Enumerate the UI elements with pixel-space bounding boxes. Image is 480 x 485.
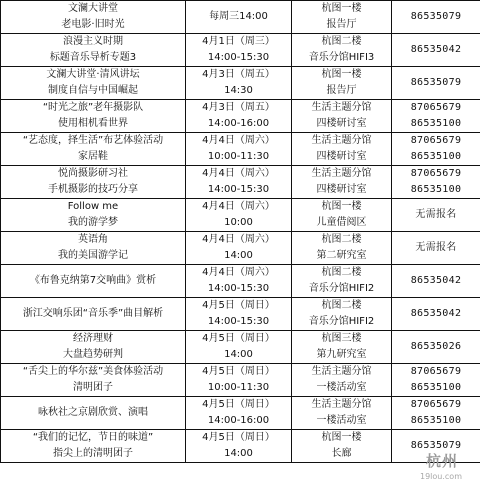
phone-text: 86535042 [410,44,462,55]
time-cell-line: 14:00 [224,250,253,261]
event-cell-line: “时光之旅”老年摄影队 [42,102,144,113]
location-cell [292,397,392,430]
time-cell-line: 4月5日（周日） [202,432,275,443]
phone-cell [392,67,480,100]
table-row [1,1,480,34]
phone-text: 86535079 [410,11,462,22]
table-row [1,232,480,265]
time-cell-line: 10:00-11:30 [207,382,270,393]
time-cell-line: 14:00-15:30 [207,283,270,294]
table-row [1,34,480,67]
event-cell-line: 家居鞋 [78,151,108,162]
location-cell [292,298,392,331]
phone-cell [392,364,480,397]
location-cell [292,232,392,265]
phone-text: 87065679 86535100 [410,135,462,162]
table-row [1,133,480,166]
schedule-body [1,1,480,463]
time-cell-line: 4月5日（周日） [202,333,275,344]
table-row [1,166,480,199]
event-cell-line: 文澜大讲堂 [68,3,118,14]
location-cell-line: 报告厅 [326,19,357,30]
location-cell-line: 生活主题分馆 [311,168,372,179]
location-cell-line: 杭图三楼 [321,333,362,344]
phone-text: 86535079 [410,440,462,451]
time-cell-line: 每周三14:00 [209,11,268,22]
location-cell-line: 杭图一楼 [321,201,362,212]
time-cell [186,298,292,331]
location-cell-line: 儿童借阅区 [316,217,367,228]
time-cell [186,265,292,298]
location-cell-line: 音乐分馆HIFI3 [308,52,375,63]
event-cell-line: 清明团子 [73,382,113,393]
event-cell-line: “舌尖上的华尔兹”美食体验活动 [22,366,164,377]
phone-text: 86535079 [410,77,462,88]
time-cell-line: 14:00-15:30 [207,52,270,63]
time-cell-line: 4月3日（周五） [202,69,275,80]
event-cell [1,331,186,364]
event-cell-line: 浙江交响乐团“音乐季”曲目解析 [22,308,164,319]
time-cell [186,67,292,100]
location-cell-line: 生活主题分馆 [311,102,372,113]
phone-text: 86535042 [410,308,462,319]
event-cell-line: 制度自信与中国崛起 [48,85,138,96]
event-cell-line: 我的游学梦 [68,217,118,228]
location-cell-line: 第二研究室 [316,250,367,261]
time-cell-line: 4月4日（周六） [202,168,275,179]
event-cell-line: 标题音乐导析专题3 [49,52,137,63]
table-row [1,298,480,331]
phone-cell [392,232,480,265]
location-cell [292,1,392,34]
location-cell [292,166,392,199]
event-cell [1,67,186,100]
time-cell-line: 14:00 [224,349,253,360]
time-cell-line: 4月4日（周六） [202,267,275,278]
event-cell-line: “艺态度，择生活”布艺体验活动 [22,135,164,146]
time-cell-line: 10:00 [224,217,253,228]
event-cell-line: 老电影·旧时光 [61,19,125,30]
time-cell-line: 4月3日（周五） [202,102,275,113]
time-cell-line: 4月5日（周日） [202,399,275,410]
location-cell-line: 第九研究室 [316,349,367,360]
event-cell-line: 悦尚摄影研习社 [58,168,128,179]
location-cell-line: 四楼研讨室 [316,118,367,129]
event-cell [1,265,186,298]
location-cell-line: 四楼研讨室 [316,184,367,195]
location-cell-line: 一楼活动室 [316,415,367,426]
event-cell [1,133,186,166]
phone-cell [392,166,480,199]
table-row [1,100,480,133]
location-cell [292,199,392,232]
location-cell-line: 杭图二楼 [321,234,362,245]
event-cell [1,364,186,397]
time-cell-line: 4月5日（周日） [202,366,275,377]
event-cell-line: 浪漫主义时期 [63,36,123,47]
event-cell-line: 《布鲁克纳第7交响曲》赏析 [29,275,157,286]
event-cell-line: 经济理财 [73,333,113,344]
table-row [1,67,480,100]
phone-text: 86535026 [410,341,462,352]
event-cell-line: 大盘趋势研判 [63,349,123,360]
location-cell-line: 杭图一楼 [321,69,362,80]
time-cell [186,133,292,166]
phone-text: 87065679 86535100 [410,366,462,393]
event-cell-line: 我的美国游学记 [58,250,128,261]
event-cell-line: 咏秋社之京剧欣赏、演唱 [38,407,148,418]
location-cell [292,265,392,298]
phone-text: 87065679 86535100 [410,102,462,129]
time-cell-line: 4月5日（周日） [202,300,275,311]
event-cell [1,232,186,265]
time-cell [186,166,292,199]
watermark-text: 杭州 [425,452,458,470]
event-cell [1,430,186,463]
table-row [1,331,480,364]
time-cell-line: 14:00-15:30 [207,316,270,327]
event-cell [1,1,186,34]
location-cell-line: 生活主题分馆 [311,366,372,377]
time-cell-line: 14:00 [224,448,253,459]
time-cell [186,232,292,265]
event-cell [1,199,186,232]
time-cell [186,430,292,463]
event-cell-line: 英语角 [78,234,108,245]
event-cell-line: 指尖上的清明团子 [53,448,133,459]
phone-cell [392,199,480,232]
phone-cell [392,100,480,133]
location-cell-line: 杭图一楼 [321,3,362,14]
event-cell [1,298,186,331]
event-cell [1,34,186,67]
phone-cell [392,34,480,67]
location-cell-line: 音乐分馆HIFI2 [308,283,375,294]
time-cell-line: 14:30 [224,85,253,96]
event-cell-line: “我们的记忆，节日的味道” [32,432,154,443]
table-row [1,199,480,232]
event-cell-line: 使用相机看世界 [58,118,128,129]
location-cell [292,100,392,133]
location-cell [292,67,392,100]
time-cell [186,34,292,67]
event-cell [1,397,186,430]
phone-text: 无需报名 [415,209,457,220]
table-row [1,364,480,397]
location-cell [292,331,392,364]
time-cell-line: 4月4日（周六） [202,234,275,245]
phone-cell [392,331,480,364]
location-cell [292,364,392,397]
phone-cell [392,397,480,430]
event-cell [1,166,186,199]
phone-text: 87065679 86535100 [410,399,462,426]
phone-text: 86535042 [410,275,462,286]
table-row [1,397,480,430]
time-cell [186,331,292,364]
table-row [1,265,480,298]
location-cell-line: 杭图二楼 [321,300,362,311]
location-cell-line: 音乐分馆HIFI2 [308,316,375,327]
location-cell [292,133,392,166]
location-cell-line: 四楼研讨室 [316,151,367,162]
phone-cell [392,1,480,34]
time-cell-line: 4月4日（周六） [202,135,275,146]
phone-cell [392,265,480,298]
time-cell-line: 14:00-16:00 [207,118,270,129]
time-cell-line: 4月4日（周六） [202,201,275,212]
time-cell-line: 14:00-15:30 [207,184,270,195]
time-cell [186,100,292,133]
event-cell-line: Follow me [67,201,119,212]
location-cell [292,34,392,67]
time-cell-line: 10:00-11:30 [207,151,270,162]
location-cell-line: 一楼活动室 [316,382,367,393]
location-cell-line: 生活主题分馆 [311,399,372,410]
time-cell-line: 14:00-16:00 [207,415,270,426]
location-cell-line: 杭图一楼 [321,432,362,443]
location-cell-line: 杭图二楼 [321,267,362,278]
location-cell-line: 杭图二楼 [321,36,362,47]
time-cell [186,364,292,397]
phone-cell [392,298,480,331]
phone-text: 87065679 86535100 [410,168,462,195]
location-cell-line: 生活主题分馆 [311,135,372,146]
phone-cell [392,133,480,166]
time-cell-line: 4月1日（周三） [202,36,275,47]
watermark-subtext: 19lou.com [420,472,462,481]
time-cell [186,1,292,34]
event-cell-line: 手机摄影的技巧分享 [48,184,138,195]
time-cell [186,199,292,232]
event-cell [1,100,186,133]
time-cell [186,397,292,430]
location-cell-line: 长廊 [331,448,352,459]
phone-text: 无需报名 [415,242,457,253]
event-cell-line: 文澜大讲堂·清风讲坛 [46,69,140,80]
location-cell-line: 报告厅 [326,85,357,96]
